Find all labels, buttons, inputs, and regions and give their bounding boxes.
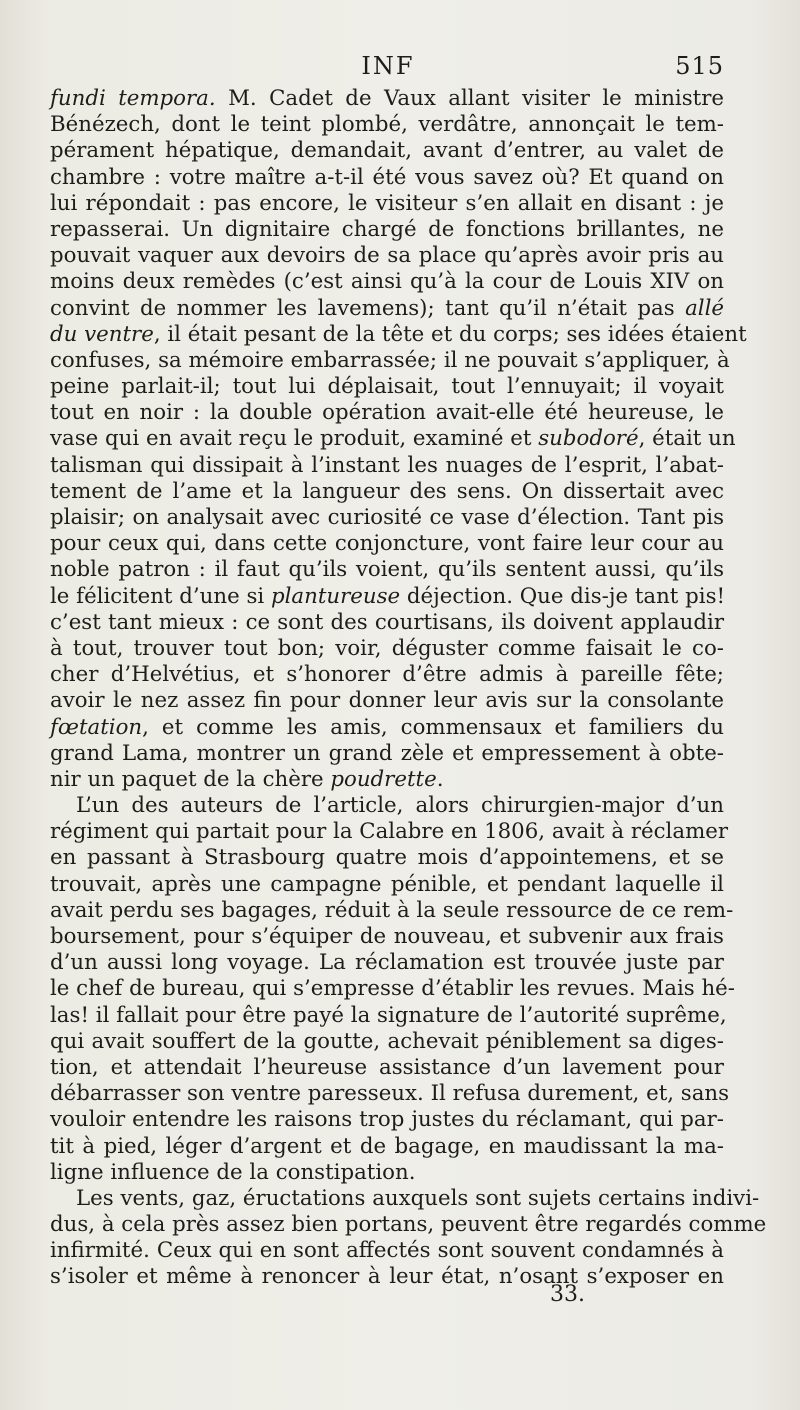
text-line: lui répondait : pas encore, le visiteur s’en allait en disant : je xyxy=(50,190,724,216)
text-line: grand Lama, montrer un grand zèle et empressement à obte- xyxy=(50,740,724,766)
text-line: ligne influence de la constipation. xyxy=(50,1159,416,1185)
text-line: le chef de bureau, qui s’empresse d’établir les revues. Mais hé- xyxy=(50,976,735,1002)
text-line: cher d’Helvétius, et s’honorer d’être admis à pareille fête; xyxy=(50,662,724,688)
body-text xyxy=(50,86,767,1291)
text-line: peine parlait-il; tout lui déplaisait, tout l’ennuyait; il voyait xyxy=(50,374,724,400)
text-line: repasserai. Un dignitaire chargé de fonctions brillantes, ne xyxy=(50,216,724,242)
text-line: boursement, pour s’équiper de nouveau, et subvenir aux frais xyxy=(50,924,724,949)
text-line: pouvait vaquer aux devoirs de sa place qu’après avoir pris au xyxy=(50,243,724,269)
signature-mark: 33. xyxy=(550,1282,585,1307)
text-line: débarrasser son ventre paresseux. Il refusa durement, et, sans xyxy=(50,1081,730,1107)
text-line: fœtation, et comme les amis, commensaux et familiers du xyxy=(50,714,724,740)
text-line: convint de nommer les lavemens); tant qu’il n’était pas allé xyxy=(50,295,724,321)
text-line: vouloir entendre les raisons trop justes du réclamant, qui par- xyxy=(50,1107,724,1133)
paragraph xyxy=(50,86,747,793)
text-line: L’un des auteurs de l’article, alors chirurgien-major d’un xyxy=(76,793,724,819)
text-line: régiment qui partait pour la Calabre en 1806, avait à réclamer xyxy=(50,819,729,845)
text-line: qui avait souffert de la goutte, achevait péniblement sa diges- xyxy=(50,1028,724,1054)
text-line: pérament hépatique, demandait, avant d’entrer, au valet de xyxy=(50,138,724,164)
text-line: pour ceux qui, dans cette conjoncture, vont faire leur cour au xyxy=(50,531,724,557)
text-line: confuses, sa mémoire embarrassée; il ne pouvait s’appliquer, à xyxy=(50,347,730,373)
text-line: d’un aussi long voyage. La réclamation est trouvée juste par xyxy=(50,950,724,976)
text-line: le félicitent d’une si plantureuse déjection. Que dis-je tant pis! xyxy=(50,583,726,609)
text-line: dus, à cela près assez bien portans, peuvent être regardés comme xyxy=(50,1212,767,1238)
text-line: plaisir; on analysait avec curiosité ce vase d’élection. Tant pis xyxy=(50,505,724,530)
text-line: las! il fallait pour être payé la signature de l’autorité suprême, xyxy=(50,1002,727,1028)
page-footer xyxy=(52,1282,724,1312)
text-line: infirmité. Ceux qui en sont affectés sont souvent condamnés à xyxy=(50,1238,724,1264)
text-line: tion, et attendait l’heureuse assistance d’un lavement pour xyxy=(50,1054,724,1080)
text-line: s’isoler et même à renoncer à leur état, n’osant s’exposer en xyxy=(50,1264,724,1290)
paragraph xyxy=(50,793,735,1186)
text-line: tement de l’ame et la langueur des sens. On dissertait avec xyxy=(50,478,724,504)
text-line: moins deux remèdes (c’est ainsi qu’à la cour de Louis XIV on xyxy=(50,269,724,295)
paragraph xyxy=(50,1185,767,1291)
text-line: Les vents, gaz, éructations auxquels sont sujets certains indivi- xyxy=(76,1185,760,1211)
text-line: tout en noir : la double opération avait-elle été heureuse, le xyxy=(50,400,724,426)
text-line: talisman qui dissipait à l’instant les nuages de l’esprit, l’abat- xyxy=(50,452,724,478)
text-line: fundi tempora. M. Cadet de Vaux allant visiter le ministre xyxy=(50,86,724,111)
text-line: noble patron : il faut qu’ils voient, qu’ils sentent aussi, qu’ils xyxy=(50,557,724,583)
text-line: chambre : votre maître a-t-il été vous savez où? Et quand on xyxy=(50,164,724,190)
text-line: avait perdu ses bagages, réduit à la seule ressource de ce rem- xyxy=(50,897,734,923)
text-line: à tout, trouver tout bon; voir, déguster comme faisait le co- xyxy=(50,635,724,661)
text-line: nir un paquet de la chère poudrette. xyxy=(50,766,444,792)
page-header xyxy=(52,52,724,86)
text-line: vase qui en avait reçu le produit, examiné et subodoré, était un xyxy=(50,426,736,452)
running-head: INF xyxy=(361,52,415,80)
text-line: Bénézech, dont le teint plombé, verdâtre, annonçait le tem- xyxy=(50,112,724,138)
text-line: trouvait, après une campagne pénible, et pendant laquelle il xyxy=(50,871,724,897)
page-number: 515 xyxy=(675,52,724,80)
text-line: du ventre, il était pesant de la tête et du corps; ses idées étaient xyxy=(50,321,747,347)
text-line: c’est tant mieux : ce sont des courtisans, ils doivent applaudir xyxy=(50,609,724,635)
text-line: tit à pied, léger d’argent et de bagage, en maudissant la ma- xyxy=(50,1133,724,1159)
text-line: en passant à Strasbourg quatre mois d’appointemens, et se xyxy=(50,845,724,871)
text-line: avoir le nez assez fin pour donner leur avis sur la consolante xyxy=(50,688,724,714)
